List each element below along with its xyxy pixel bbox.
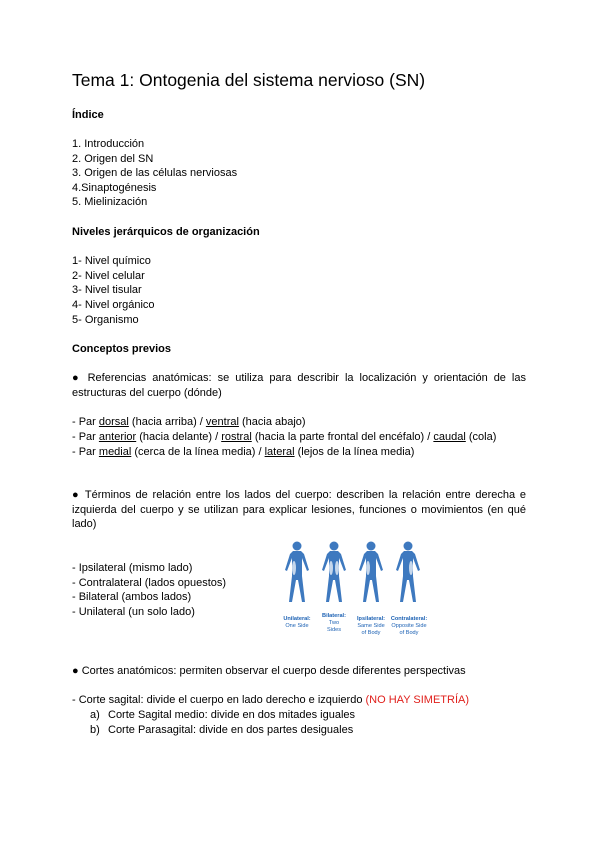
indice-item: 1. Introducción [72,138,145,150]
nivel-item: 2- Nivel celular [72,270,145,282]
indice-item: 3. Origen de las células nerviosas [72,167,238,179]
body-figure-unilateral [285,542,309,603]
body-sides-figure [279,538,429,638]
nivel-item: 3- Nivel tisular [72,284,142,296]
terminos-paragraph: izquierda del cuerpo y se utilizan para explicar lesiones, funciones o movimientos (en qué [72,504,526,516]
figure-caption: Same Side [357,623,385,629]
sub-item: a) Corte Sagital medio: divide en dos mitades iguales [90,709,356,721]
figure-caption: Ipsilateral: [357,616,385,622]
page-title: Tema 1: Ontogenia del sistema nervioso (SN) [72,70,426,90]
body-figure-contralateral [396,542,420,603]
corte-sagital-line: - Corte sagital: divide el cuerpo en lado derecho e izquierdo (NO HAY SIMETRÍA) [72,694,470,706]
par-line: - Par medial (cerca de la línea media) / lateral (lejos de la línea media) [72,446,415,458]
indice-heading: Índice [72,109,104,121]
relacion-item: - Ipsilateral (mismo lado) [72,562,193,574]
cortes-intro: ● Cortes anatómicos: permiten observar el cuerpo desde diferentes perspectivas [72,665,466,677]
indice-item: 4.Sinaptogénesis [72,182,157,194]
figure-caption: One Side [285,623,309,629]
figure-caption: Contralateral: [390,616,428,622]
conceptos-heading: Conceptos previos [72,343,172,355]
indice-item: 2. Origen del SN [72,153,154,165]
no-simetria-note: (NO HAY SIMETRÍA) [365,694,470,706]
terminos-paragraph: ● Términos de relación entre los lados del cuerpo: describen la relación entre derecha e [72,489,526,501]
relacion-item: - Unilateral (un solo lado) [72,606,195,618]
figure-caption: Bilateral: [322,613,346,619]
figure-caption: Unilateral: [283,616,311,622]
figure-caption: Opposite Side [391,623,427,629]
body-figure-ipsilateral [359,542,383,603]
nivel-item: 5- Organismo [72,314,139,326]
referencias-paragraph-end: estructuras del cuerpo (dónde) [72,387,222,399]
indice-item: 5. Mielinización [72,196,148,208]
referencias-paragraph: ● Referencias anatómicas: se utiliza para describir la localización y orientación de las [72,372,526,384]
relacion-item: - Contralateral (lados opuestos) [72,577,227,589]
par-line: - Par dorsal (hacia arriba) / ventral (hacia abajo) [72,416,306,428]
figure-caption: of Body [399,630,419,636]
body-figure-bilateral [322,542,346,603]
nivel-item: 4- Nivel orgánico [72,299,155,311]
sub-item: b) Corte Parasagital: divide en dos partes desiguales [90,724,354,736]
body-figures-illustration [279,538,429,638]
niveles-heading: Niveles jerárquicos de organización [72,226,260,238]
figure-caption: Two [328,620,340,626]
figure-caption: Sides [327,627,341,633]
nivel-item: 1- Nivel químico [72,255,151,267]
relacion-item: - Bilateral (ambos lados) [72,591,192,603]
par-line: - Par anterior (hacia delante) / rostral (hacia la parte frontal del encéfalo) / caudal (cola) [72,431,497,443]
figure-caption: of Body [361,630,381,636]
terminos-paragraph-end: lado) [72,518,97,530]
